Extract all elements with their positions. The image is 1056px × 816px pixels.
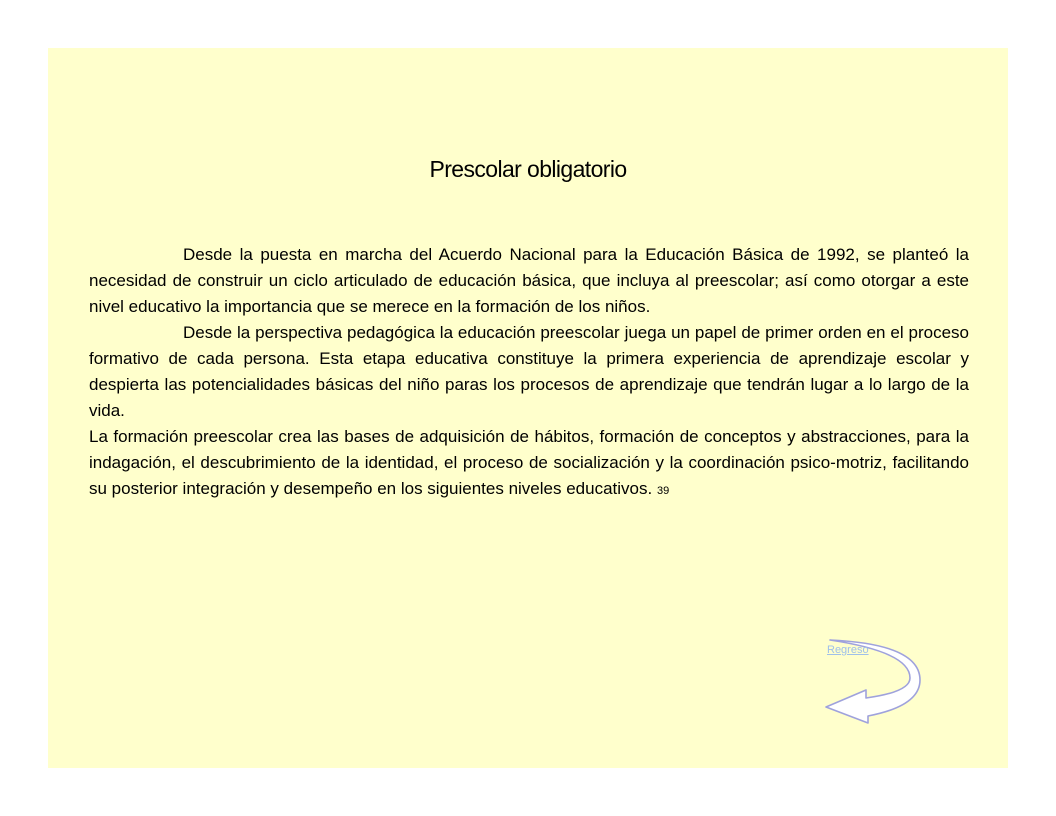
footnote-number: 39 [656, 485, 670, 497]
paragraph-3 [89, 424, 969, 504]
return-button[interactable] [824, 634, 924, 726]
slide-body [89, 242, 969, 504]
return-link-label[interactable]: Regreso [827, 644, 869, 656]
slide [48, 48, 1008, 768]
paragraph-3-text: La formación preescolar crea las bases de adquisición de hábitos, formación de conceptos y abstracciones, para la indagación, el descubrimiento de la identidad, el proceso de socialización y la coordinación psico-motriz, facilitando su posterior integración y desempeño en los siguientes niveles educativos. [89, 427, 969, 498]
slide-title: Prescolar obligatorio [429, 156, 627, 182]
paragraph-1: Desde la puesta en marcha del Acuerdo Nacional para la Educación Básica de 1992, se planteó la necesidad de construir un ciclo articulado de educación básica, que incluya al preescolar; así como otorgar a este nivel educativo la importancia que se merece en la formación de los niños. [89, 245, 969, 316]
paragraph-2: Desde la perspectiva pedagógica la educación preescolar juega un papel de primer orden en el proceso formativo de cada persona. Esta etapa educativa constituye la primera experiencia de aprendizaje escolar y despierta las potencialidades básicas del niño paras los procesos de aprendizaje que tendrán lugar a lo largo de la vida. [89, 323, 969, 420]
